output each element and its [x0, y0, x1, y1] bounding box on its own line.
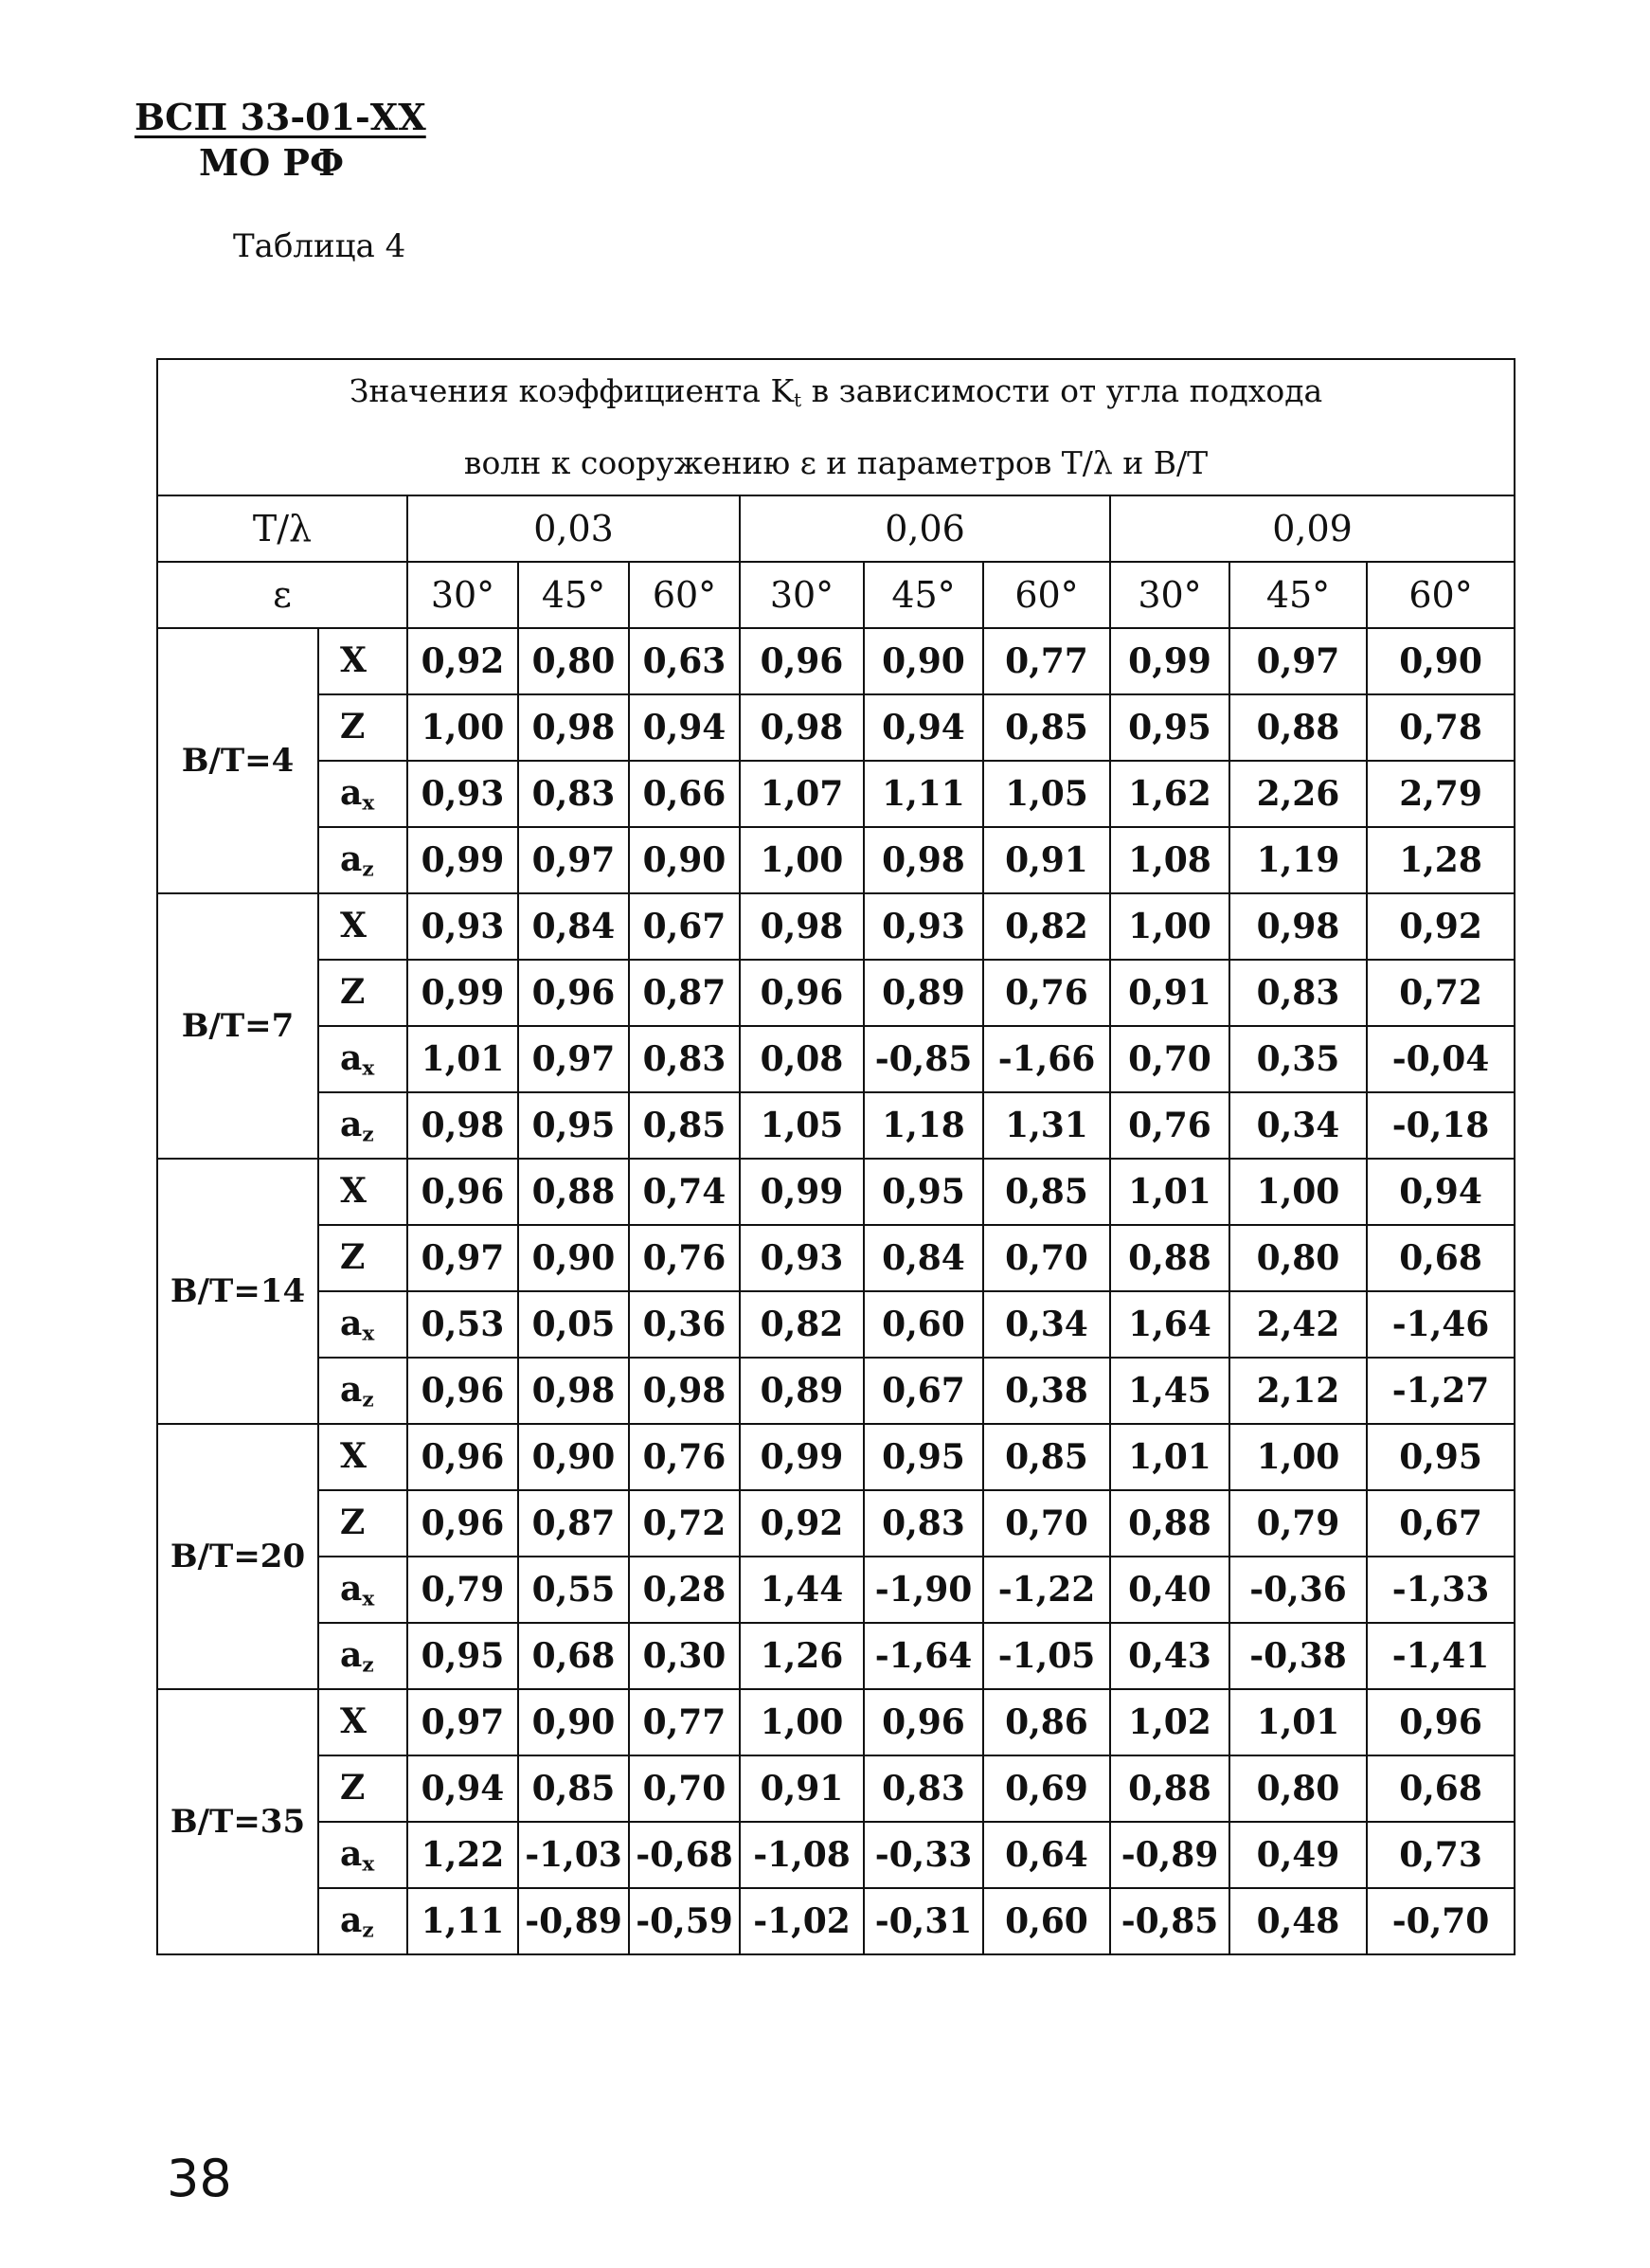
value-cell: 0,96 [864, 1689, 983, 1755]
variable-label: $a_z$ [318, 1092, 407, 1159]
value-cell: 0,88 [1110, 1225, 1229, 1291]
angle-header: 30° [407, 562, 518, 628]
value-cell: -1,02 [740, 1888, 864, 1954]
value-cell: 1,01 [407, 1026, 518, 1092]
table-row [157, 893, 1515, 960]
value-cell: 0,72 [1367, 960, 1515, 1026]
value-cell: 0,93 [407, 761, 518, 827]
value-cell: 1,00 [1110, 893, 1229, 960]
value-cell: 0,34 [1229, 1092, 1367, 1159]
value-cell: -0,89 [1110, 1822, 1229, 1888]
value-cell: -1,64 [864, 1623, 983, 1689]
value-cell: 0,90 [518, 1225, 629, 1291]
value-cell: 0,85 [983, 694, 1110, 761]
value-cell: 0,95 [1367, 1424, 1515, 1490]
value-cell: 0,68 [1367, 1225, 1515, 1291]
value-cell: 1,00 [1229, 1424, 1367, 1490]
value-cell: 0,98 [629, 1358, 740, 1424]
value-cell: 0,74 [629, 1159, 740, 1225]
value-cell: 0,98 [1229, 893, 1367, 960]
value-cell: 0,82 [740, 1291, 864, 1358]
value-cell: 2,12 [1229, 1358, 1367, 1424]
value-cell: -1,41 [1367, 1623, 1515, 1689]
value-cell: 0,93 [407, 893, 518, 960]
value-cell: 2,26 [1229, 761, 1367, 827]
angle-header: 45° [518, 562, 629, 628]
value-cell: 1,11 [864, 761, 983, 827]
variable-label: Z [318, 694, 407, 761]
value-cell: 0,98 [864, 827, 983, 893]
angle-row [157, 562, 1515, 628]
bt-group-label: B/T=4 [157, 628, 318, 893]
angle-header: 60° [629, 562, 740, 628]
value-cell: 1,01 [1110, 1159, 1229, 1225]
value-cell: 0,72 [629, 1490, 740, 1557]
value-cell: -1,66 [983, 1026, 1110, 1092]
value-cell: 1,08 [1110, 827, 1229, 893]
value-cell: 0,05 [518, 1291, 629, 1358]
value-cell: 0,94 [629, 694, 740, 761]
value-cell: -0,38 [1229, 1623, 1367, 1689]
value-cell: 0,97 [518, 1026, 629, 1092]
variable-label: $a_z$ [318, 827, 407, 893]
value-cell: 0,83 [864, 1490, 983, 1557]
value-cell: 1,01 [1229, 1689, 1367, 1755]
value-cell: 0,92 [740, 1490, 864, 1557]
value-cell: 1,00 [740, 827, 864, 893]
table-row [157, 761, 1515, 827]
value-cell: 0,97 [407, 1225, 518, 1291]
value-cell: -0,89 [518, 1888, 629, 1954]
value-cell: 0,94 [407, 1755, 518, 1822]
value-cell: 0,67 [629, 893, 740, 960]
value-cell: 0,79 [407, 1557, 518, 1623]
table-row [157, 1424, 1515, 1490]
value-cell: 0,76 [1110, 1092, 1229, 1159]
value-cell: 0,49 [1229, 1822, 1367, 1888]
value-cell: 0,76 [983, 960, 1110, 1026]
t-lambda-value: 0,03 [407, 495, 740, 562]
angle-header: 45° [864, 562, 983, 628]
value-cell: 0,96 [407, 1424, 518, 1490]
document-org: МО РФ [199, 141, 345, 184]
value-cell: 1,00 [407, 694, 518, 761]
value-cell: 0,97 [518, 827, 629, 893]
value-cell: 0,99 [407, 827, 518, 893]
value-cell: 0,55 [518, 1557, 629, 1623]
bt-group-label: B/T=20 [157, 1424, 318, 1689]
table-row [157, 1822, 1515, 1888]
value-cell: 0,67 [1367, 1490, 1515, 1557]
value-cell: 0,94 [1367, 1159, 1515, 1225]
table-row [157, 1888, 1515, 1954]
value-cell: 0,96 [407, 1358, 518, 1424]
value-cell: 0,99 [1110, 628, 1229, 694]
value-cell: 1,62 [1110, 761, 1229, 827]
value-cell: 0,90 [864, 628, 983, 694]
table-title-row [157, 359, 1515, 495]
value-cell: 0,87 [518, 1490, 629, 1557]
value-cell: 0,98 [518, 1358, 629, 1424]
value-cell: 1,19 [1229, 827, 1367, 893]
value-cell: 0,78 [1367, 694, 1515, 761]
value-cell: -0,70 [1367, 1888, 1515, 1954]
value-cell: 0,94 [864, 694, 983, 761]
variable-label: $a_z$ [318, 1888, 407, 1954]
value-cell: -1,22 [983, 1557, 1110, 1623]
value-cell: 1,22 [407, 1822, 518, 1888]
table-row [157, 1291, 1515, 1358]
variable-label: $a_x$ [318, 1026, 407, 1092]
value-cell: 0,95 [407, 1623, 518, 1689]
value-cell: 0,93 [740, 1225, 864, 1291]
variable-label: $a_x$ [318, 1822, 407, 1888]
value-cell: 0,86 [983, 1689, 1110, 1755]
table-row [157, 1225, 1515, 1291]
page-number: 38 [167, 2149, 232, 2208]
value-cell: -0,85 [1110, 1888, 1229, 1954]
value-cell: 0,48 [1229, 1888, 1367, 1954]
value-cell: 0,96 [1367, 1689, 1515, 1755]
table-title-line2: волн к сооружению ε и параметров T/λ и B/T [463, 443, 1209, 481]
value-cell: 0,83 [864, 1755, 983, 1822]
value-cell: 0,79 [1229, 1490, 1367, 1557]
value-cell: -1,05 [983, 1623, 1110, 1689]
document-header [135, 95, 426, 186]
value-cell: 0,34 [983, 1291, 1110, 1358]
value-cell: 0,92 [407, 628, 518, 694]
value-cell: 0,30 [629, 1623, 740, 1689]
value-cell: 1,31 [983, 1092, 1110, 1159]
table-row [157, 1092, 1515, 1159]
value-cell: 0,85 [518, 1755, 629, 1822]
value-cell: 0,95 [1110, 694, 1229, 761]
value-cell: 0,88 [518, 1159, 629, 1225]
value-cell: 0,92 [1367, 893, 1515, 960]
value-cell: 0,88 [1229, 694, 1367, 761]
value-cell: 0,99 [740, 1159, 864, 1225]
value-cell: 0,70 [1110, 1026, 1229, 1092]
value-cell: 0,91 [1110, 960, 1229, 1026]
value-cell: 2,42 [1229, 1291, 1367, 1358]
value-cell: 0,63 [629, 628, 740, 694]
value-cell: 0,70 [983, 1225, 1110, 1291]
value-cell: 0,66 [629, 761, 740, 827]
value-cell: 0,40 [1110, 1557, 1229, 1623]
t-lambda-row [157, 495, 1515, 562]
value-cell: 0,68 [1367, 1755, 1515, 1822]
value-cell: 0,91 [740, 1755, 864, 1822]
value-cell: -0,04 [1367, 1026, 1515, 1092]
value-cell: 0,85 [983, 1159, 1110, 1225]
value-cell: 0,77 [983, 628, 1110, 694]
variable-label: X [318, 1689, 407, 1755]
value-cell: 0,60 [864, 1291, 983, 1358]
value-cell: 0,80 [1229, 1755, 1367, 1822]
value-cell: 0,84 [518, 893, 629, 960]
value-cell: 0,60 [983, 1888, 1110, 1954]
angle-header: 60° [1367, 562, 1515, 628]
value-cell: 1,07 [740, 761, 864, 827]
value-cell: -1,46 [1367, 1291, 1515, 1358]
variable-label: Z [318, 960, 407, 1026]
value-cell: -1,33 [1367, 1557, 1515, 1623]
value-cell: -0,85 [864, 1026, 983, 1092]
value-cell: 1,26 [740, 1623, 864, 1689]
value-cell: 0,69 [983, 1755, 1110, 1822]
value-cell: 0,76 [629, 1424, 740, 1490]
value-cell: 1,18 [864, 1092, 983, 1159]
value-cell: 1,05 [983, 761, 1110, 827]
value-cell: 0,99 [407, 960, 518, 1026]
t-lambda-label: T/λ [157, 495, 407, 562]
value-cell: 0,98 [407, 1092, 518, 1159]
table-title-line1: Значения коэффициента $K_t$ в зависимости от угла подхода [349, 372, 1323, 411]
value-cell: 0,43 [1110, 1623, 1229, 1689]
table-row [157, 960, 1515, 1026]
value-cell: 0,73 [1367, 1822, 1515, 1888]
value-cell: 0,68 [518, 1623, 629, 1689]
variable-label: X [318, 1159, 407, 1225]
value-cell: -0,68 [629, 1822, 740, 1888]
value-cell: 0,80 [1229, 1225, 1367, 1291]
value-cell: 0,99 [740, 1424, 864, 1490]
table-row [157, 694, 1515, 761]
value-cell: 0,08 [740, 1026, 864, 1092]
value-cell: -0,31 [864, 1888, 983, 1954]
variable-label: Z [318, 1225, 407, 1291]
value-cell: 0,96 [407, 1159, 518, 1225]
value-cell: -0,36 [1229, 1557, 1367, 1623]
table-row [157, 1623, 1515, 1689]
value-cell: -1,90 [864, 1557, 983, 1623]
table-label: Таблица 4 [233, 227, 406, 265]
variable-label: Z [318, 1490, 407, 1557]
value-cell: -1,08 [740, 1822, 864, 1888]
value-cell: -0,33 [864, 1822, 983, 1888]
value-cell: 2,79 [1367, 761, 1515, 827]
value-cell: 0,70 [983, 1490, 1110, 1557]
value-cell: -0,59 [629, 1888, 740, 1954]
value-cell: 0,67 [864, 1358, 983, 1424]
value-cell: 0,96 [518, 960, 629, 1026]
value-cell: 0,38 [983, 1358, 1110, 1424]
value-cell: 0,35 [1229, 1026, 1367, 1092]
value-cell: 1,44 [740, 1557, 864, 1623]
table-row [157, 1159, 1515, 1225]
value-cell: 0,95 [864, 1424, 983, 1490]
variable-label: X [318, 893, 407, 960]
value-cell: 0,83 [629, 1026, 740, 1092]
variable-label: $a_x$ [318, 761, 407, 827]
variable-label: $a_x$ [318, 1557, 407, 1623]
value-cell: 0,91 [983, 827, 1110, 893]
epsilon-label: ε [157, 562, 407, 628]
value-cell: 0,95 [518, 1092, 629, 1159]
table-row [157, 1026, 1515, 1092]
value-cell: 1,05 [740, 1092, 864, 1159]
value-cell: -1,03 [518, 1822, 629, 1888]
value-cell: 0,98 [740, 893, 864, 960]
value-cell: 1,28 [1367, 827, 1515, 893]
value-cell: 0,97 [1229, 628, 1367, 694]
value-cell: 0,36 [629, 1291, 740, 1358]
value-cell: 0,98 [740, 694, 864, 761]
angle-header: 45° [1229, 562, 1367, 628]
coefficient-table [156, 358, 1515, 1955]
variable-label: $a_z$ [318, 1358, 407, 1424]
variable-label: X [318, 1424, 407, 1490]
value-cell: 0,89 [864, 960, 983, 1026]
value-cell: 0,96 [407, 1490, 518, 1557]
value-cell: 0,89 [740, 1358, 864, 1424]
value-cell: 0,88 [1110, 1490, 1229, 1557]
value-cell: 1,01 [1110, 1424, 1229, 1490]
table-row [157, 827, 1515, 893]
value-cell: 1,00 [740, 1689, 864, 1755]
value-cell: 0,77 [629, 1689, 740, 1755]
value-cell: 0,53 [407, 1291, 518, 1358]
value-cell: 0,90 [518, 1424, 629, 1490]
value-cell: 1,00 [1229, 1159, 1367, 1225]
value-cell: -1,27 [1367, 1358, 1515, 1424]
bt-group-label: B/T=7 [157, 893, 318, 1159]
value-cell: 0,90 [629, 827, 740, 893]
value-cell: 0,64 [983, 1822, 1110, 1888]
angle-header: 30° [1110, 562, 1229, 628]
value-cell: 0,83 [518, 761, 629, 827]
value-cell: 0,97 [407, 1689, 518, 1755]
value-cell: 0,87 [629, 960, 740, 1026]
t-lambda-value: 0,09 [1110, 495, 1515, 562]
value-cell: 0,93 [864, 893, 983, 960]
value-cell: 0,83 [1229, 960, 1367, 1026]
table-row [157, 1358, 1515, 1424]
value-cell: 0,28 [629, 1557, 740, 1623]
table-row [157, 1557, 1515, 1623]
bt-group-label: B/T=35 [157, 1689, 318, 1954]
value-cell: 1,45 [1110, 1358, 1229, 1424]
value-cell: 0,90 [518, 1689, 629, 1755]
variable-label: Z [318, 1755, 407, 1822]
value-cell: 0,76 [629, 1225, 740, 1291]
t-lambda-value: 0,06 [740, 495, 1110, 562]
table-row [157, 1755, 1515, 1822]
value-cell: 0,70 [629, 1755, 740, 1822]
variable-label: X [318, 628, 407, 694]
value-cell: 1,11 [407, 1888, 518, 1954]
value-cell: 1,64 [1110, 1291, 1229, 1358]
variable-label: $a_x$ [318, 1291, 407, 1358]
value-cell: 0,85 [629, 1092, 740, 1159]
value-cell: 0,80 [518, 628, 629, 694]
angle-header: 30° [740, 562, 864, 628]
value-cell: 0,95 [864, 1159, 983, 1225]
value-cell: 0,96 [740, 960, 864, 1026]
bt-group-label: B/T=14 [157, 1159, 318, 1424]
value-cell: 0,84 [864, 1225, 983, 1291]
value-cell: 0,82 [983, 893, 1110, 960]
value-cell: 0,96 [740, 628, 864, 694]
value-cell: 0,88 [1110, 1755, 1229, 1822]
value-cell: -0,18 [1367, 1092, 1515, 1159]
table-row [157, 628, 1515, 694]
table-title [157, 359, 1515, 495]
variable-label: $a_z$ [318, 1623, 407, 1689]
value-cell: 0,85 [983, 1424, 1110, 1490]
table-row [157, 1689, 1515, 1755]
angle-header: 60° [983, 562, 1110, 628]
value-cell: 0,98 [518, 694, 629, 761]
value-cell: 0,90 [1367, 628, 1515, 694]
value-cell: 1,02 [1110, 1689, 1229, 1755]
document-code: ВСП 33-01-ХХ [135, 96, 426, 138]
table-row [157, 1490, 1515, 1557]
